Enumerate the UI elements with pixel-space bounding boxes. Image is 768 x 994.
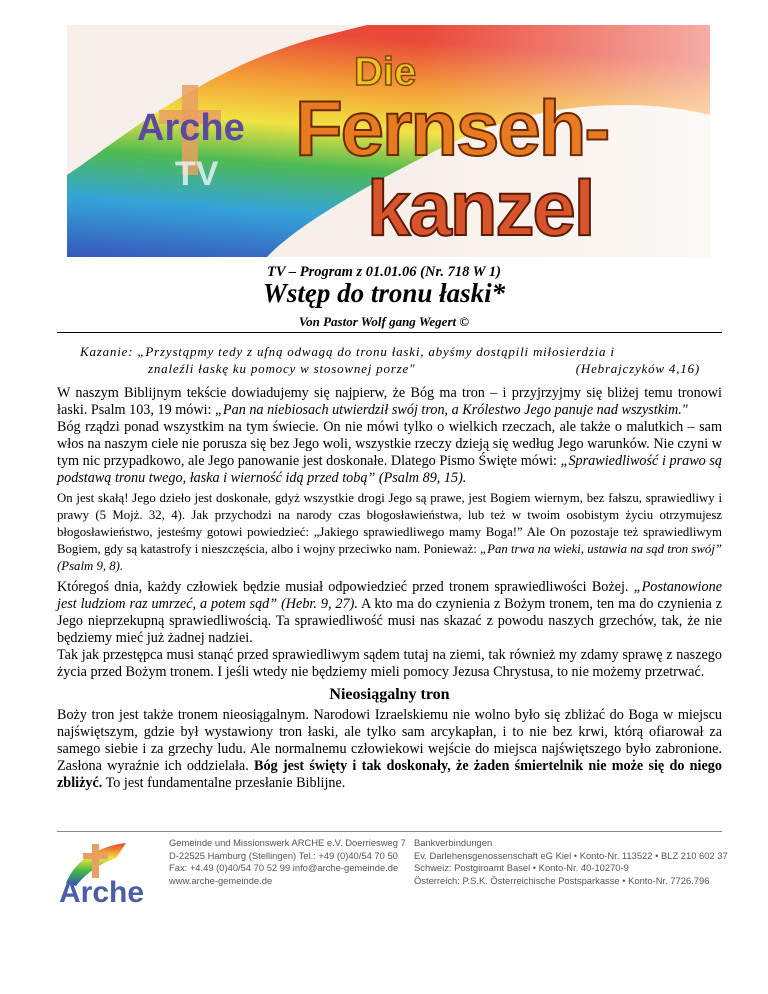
bank-line-3: Österreich: P.S.K. Österreichische Postsparkasse • Konto-Nr. 7726.796 [414,874,710,886]
footer-divider [57,831,722,832]
sermon-line-2: znaleźli łaskę ku pomocy w stosownej porze" [148,361,416,376]
paragraph-2 [57,419,722,487]
address-line-2: D-22525 Hamburg (Stellingen) Tel.: +49 (0)40/54 70 50 [169,849,398,861]
paragraph-3-text: On jest skałą! Jego dzieło jest doskonałe, gdyż wszystkie drogi Jego są prawe, jest Bogiem wiernym, bez fałszu, sprawiedliwy i prawy (5 Mojż. 32, 4). Jak przychodzi na narody czas błogosławieństwa, lub też w twoim osobistym życiu otrzymujesz błogosławieństwo, jesteśmy gotowi powiedzieć: „Jakiego sprawiedliwego mamy Boga!” Ale On pozostaje też sprawiedliwym Bogiem, gdy są katastrofy i nieszczęścia, albo i wojny przeciwko nam. Ponieważ: [57,491,722,556]
paragraph-4 [57,579,722,647]
paragraph-6 [57,707,722,792]
paragraph-2-quote: „Sprawiedliwość i prawo są podstawą tronu twego, łaska i wierność idą przed tobą” (Psalm 89, 15). [57,453,722,486]
page-title: Wstęp do tronu łaski* [262,278,506,308]
sermon-reference: (Hebrajczyków 4,16) [575,361,700,376]
sermon-quote [80,343,700,377]
author-line: Von Pastor Wolf gang Wegert © [298,314,470,329]
banner-arche-text: Arche [137,107,245,149]
paragraph-4-quote: „Postanowione jest ludziom raz umrzeć, a potem sąd” (Hebr. 9, 27). [57,579,722,612]
banner-fernseh-text: Fernseh- [295,84,609,172]
paragraph-6-text-c: To jest fundamentalne przesłanie Biblijne. [102,775,346,791]
website-link[interactable]: www.arche-gemeinde.de [169,874,273,886]
program-line: TV – Program z 01.01.06 (Nr. 718 W 1) [266,264,502,280]
section-heading: Nieosiągalny tron [329,686,450,703]
address-line-3: Fax: +4.49 (0)40/54 70 52 99 info@arche-gemeinde.de [169,862,399,873]
paragraph-1 [57,385,722,419]
banner-tv-text: TV [175,155,219,193]
header-divider [57,332,722,333]
banner-graphic [67,25,710,257]
bank-line-1: Ev. Darlehensgenossenschaft eG Kiel • Konto-Nr. 113522 • BLZ 210 602 37 [414,849,728,861]
paragraph-3 [57,490,722,575]
footer-bank-info [414,837,728,887]
paragraph-4-text-b: A kto ma do czynienia z Bożym tronem, ten ma do czynienia z Jego nieprzekupną sprawiedliwością. Ta sprawiedliwość musi nas skazać z powodu naszych grzechów, tak, że nie będziemy mieć już żadnej nadziei. [57,596,722,646]
article-body [57,385,722,792]
paragraph-1-text: W naszym Biblijnym tekście dowiadujemy się najpierw, że Bóg ma tron – i przyjrzyjmy się bliżej temu tronowi łaski. Psalm 103, 19 mówi: [57,385,722,418]
banner-die-text: Die [354,50,417,94]
paragraph-2-text: Bóg rządzi ponad wszystkim na tym świecie. On nie mówi tylko o wielkich rzeczach, ale także o malutkich – sam włos na naszym ciele nie porusza się bez Jego woli, wszystkie rzeczy dzieją się według Jego warunków. Nie czyni w tym nic przypadkowo, ale Jego panowanie jest doskonałe. Dlatego Pismo Święte mówi: [57,419,722,469]
bank-line-2: Schweiz: Postgiroamt Basel • Konto-Nr. 40-10270-9 [414,862,629,873]
paragraph-6-text: Boży tron jest także tronem nieosiągalnym. Narodowi Izraelskiemu nie wolno było się zbliżać do Boga w miejscu najświętszym, gdzie był wystawiony tron łaski, ale tylko sam arcykapłan, i to nie bez krwi, którą ofiarował za samego siebie i za grzechy ludu. Ale normalnemu człowiekowi wejście do miejsca najświętszego było zabronione. Zasłona wyraźnie ich oddzielała. [57,707,722,774]
footer-logo-text: Arche [59,876,145,909]
bank-heading: Bankverbindungen [414,837,493,848]
banner-kanzel-text: kanzel [367,164,594,252]
address-line-1: Gemeinde und Missionswerk ARCHE e.V. Doerriesweg 7 [169,837,406,848]
footer-address [169,837,406,887]
fernsehkanzel-banner [67,25,710,257]
paragraph-3-quote: „Pan trwa na wieki, ustawia na sąd tron swój” (Psalm 9, 8). [57,542,722,573]
sermon-line-1: Kazanie: „Przystąpmy tedy z ufną odwagą do tronu łaski, abyśmy dostąpili miłosierdzia i [80,344,615,359]
paragraph-5: Tak jak przestępca musi stanąć przed sprawiedliwym sądem tutaj na ziemi, tak również my zdamy sprawę z naszego życia przed Bożym tronem. I jeśli wtedy nie będziemy mieli pomocy Jezusa Chrystusa, to nie możemy przetrwać. [57,647,722,680]
paragraph-6-bold: Bóg jest święty i tak doskonały, że żaden śmiertelnik nie może się do niego zbliżyć. [57,758,722,791]
paragraph-4-text: Któregoś dnia, każdy człowiek będzie musiał odpowiedzieć przed tronem sprawiedliwości Bożej. [57,579,634,595]
paragraph-1-quote: „Pan na niebiosach utwierdził swój tron, a Królestwo Jego panuje nad wszystkim." [215,402,688,418]
